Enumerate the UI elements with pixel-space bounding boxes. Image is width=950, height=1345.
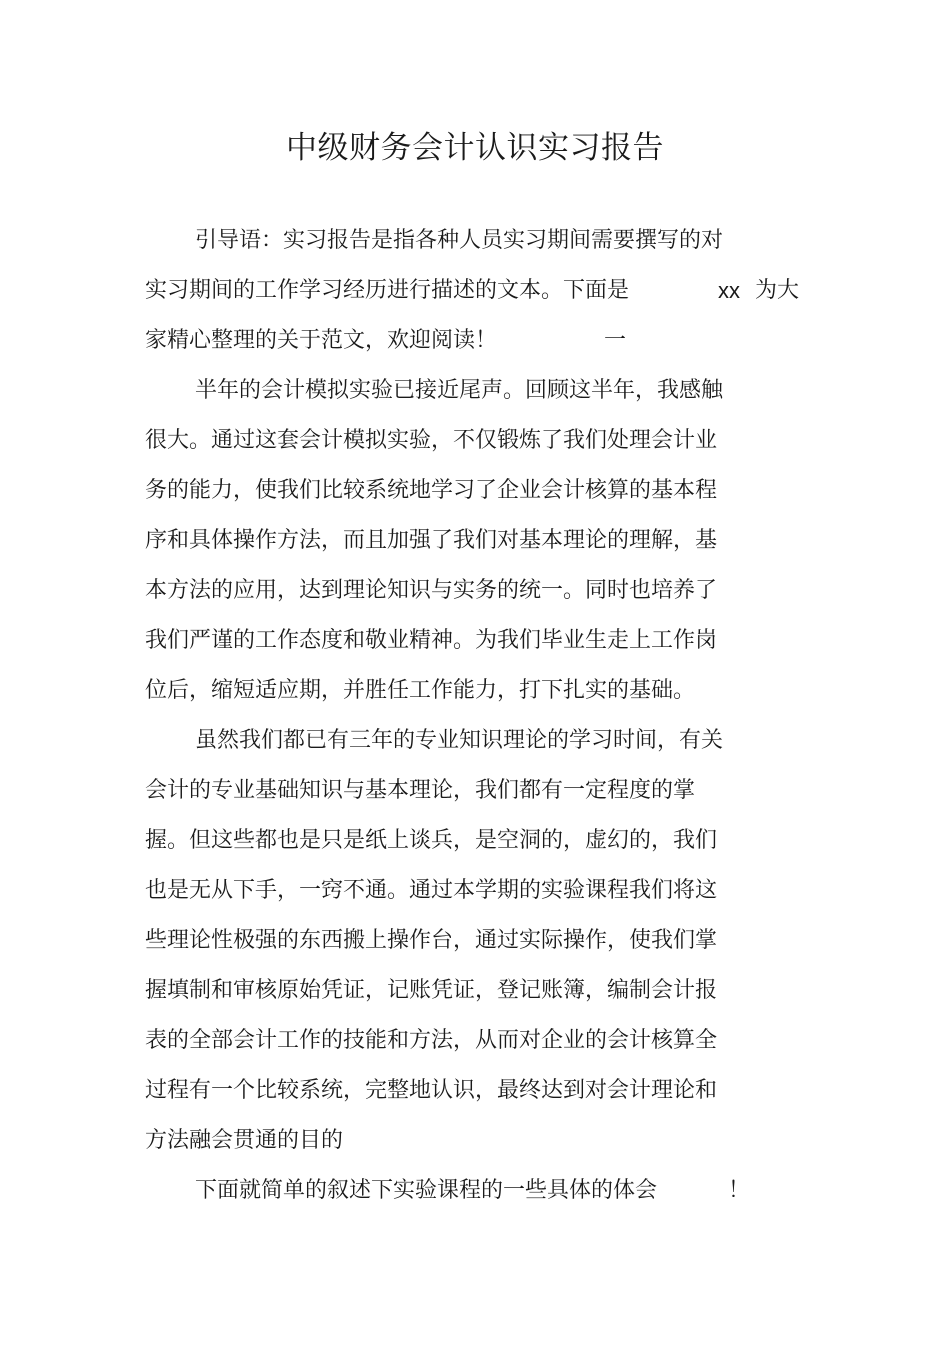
paragraph-line: 虽然我们都已有三年的专业知识理论的学习时间，有关 — [195, 728, 724, 753]
stray-character: 一 — [604, 328, 627, 353]
paragraph-line: 序和具体操作方法，而且加强了我们对基本理论的理解，基 — [145, 528, 718, 553]
line-end-text: 为大 — [755, 278, 800, 303]
paragraph-line: 实习期间的工作学习经历进行描述的文本。下面是 — [145, 278, 630, 303]
paragraph-line: 本方法的应用，达到理论知识与实务的统一。同时也培养了 — [145, 578, 718, 603]
paragraph-line: 我们严谨的工作态度和敬业精神。为我们毕业生走上工作岗 — [145, 628, 718, 653]
paragraph-line: 务的能力，使我们比较系统地学习了企业会计核算的基本程 — [145, 478, 718, 503]
paragraph-line: 会计的专业基础知识与基本理论，我们都有一定程度的掌 — [145, 778, 696, 803]
paragraph-line: 方法融会贯通的目的 — [145, 1128, 344, 1153]
paragraph-line: 些理论性极强的东西搬上操作台，通过实际操作，使我们掌 — [145, 928, 718, 953]
paragraph-line: 引导语：实习报告是指各种人员实习期间需要撰写的对 — [195, 228, 724, 253]
paragraph-line: 过程有一个比较系统，完整地认识，最终达到对会计理论和 — [145, 1078, 718, 1103]
paragraph-line: 握填制和审核原始凭证，记账凭证，登记账簿，编制会计报 — [145, 978, 718, 1003]
paragraph-line: 下面就简单的叙述下实验课程的一些具体的体会 — [195, 1178, 658, 1203]
paragraph-line: 握。但这些都也是只是纸上谈兵，是空洞的，虚幻的，我们 — [145, 828, 718, 853]
paragraph-line: 很大。通过这套会计模拟实验，不仅锻炼了我们处理会计业 — [145, 428, 718, 453]
placeholder-xx: xx — [718, 278, 740, 303]
paragraph-line: 位后，缩短适应期，并胜任工作能力，打下扎实的基础。 — [145, 678, 696, 703]
paragraph-line: 家精心整理的关于范文，欢迎阅读！ — [145, 328, 498, 353]
paragraph-line: 半年的会计模拟实验已接近尾声。回顾这半年，我感触 — [195, 378, 724, 403]
document-title: 中级财务会计认识实习报告 — [286, 130, 664, 166]
paragraph-line: 表的全部会计工作的技能和方法，从而对企业的会计核算全 — [145, 1028, 718, 1053]
line-end-punctuation: ！ — [728, 1178, 751, 1203]
paragraph-line: 也是无从下手，一窍不通。通过本学期的实验课程我们将这 — [145, 878, 718, 903]
